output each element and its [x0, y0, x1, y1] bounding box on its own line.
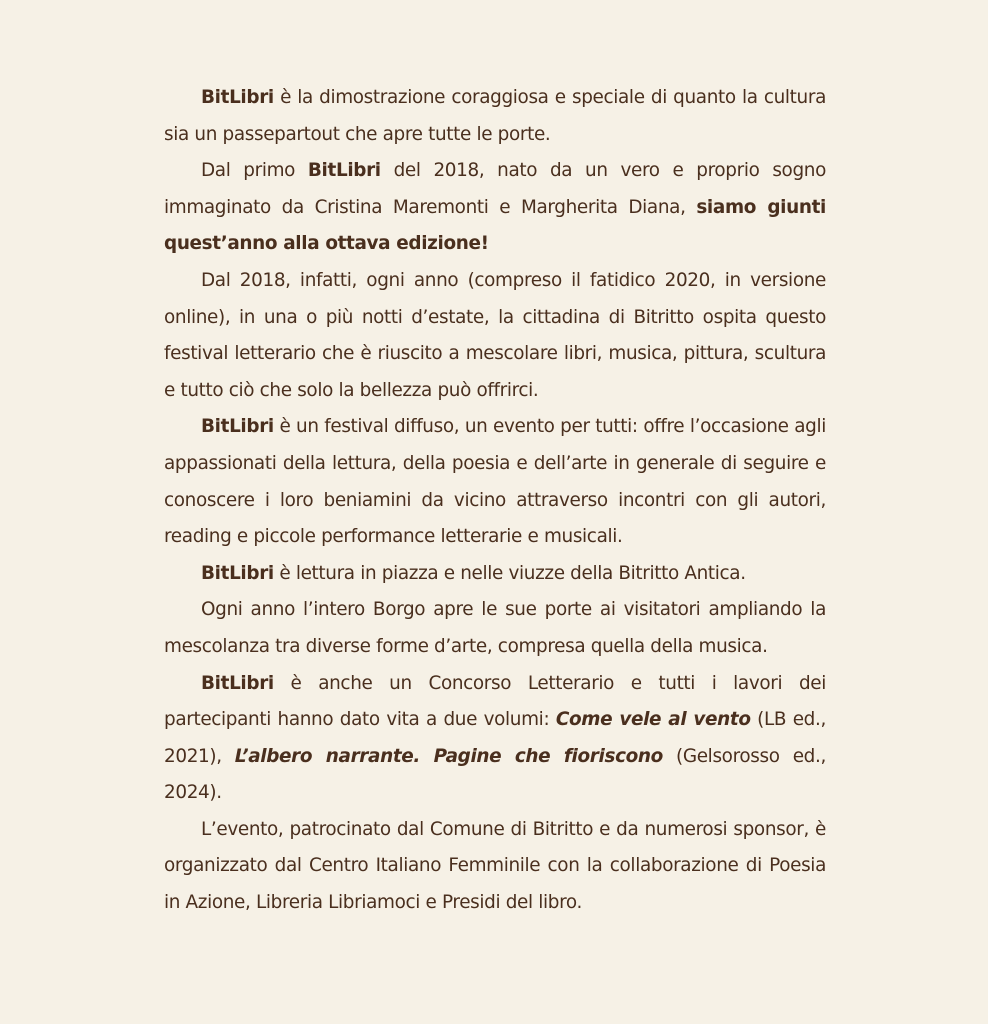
text-run: Ogni anno l’intero Borgo apre le sue porte ai visitatori ampliando la mescolanza tra diverse forme d’arte, compresa quella della musica. — [164, 599, 826, 657]
text-run: Dal 2018, infatti, ogni anno (compreso il fatidico 2020, in versione online), in una o più notti d’estate, la cittadina di Bitritto ospita questo festival letterario che è riuscito a mescolare libri, musica, pittura, scultura e tutto ciò che solo la bellezza può offrirci. — [164, 269, 826, 401]
brand-name: BitLibri — [201, 672, 274, 694]
paragraph-7 — [164, 666, 826, 812]
highlight-text: siamo giunti quest’anno alla ottava edizione! — [164, 196, 826, 255]
paragraph-8 — [164, 812, 826, 922]
text-run: (Gelsorosso ed., 2024). — [164, 745, 826, 804]
paragraph-5 — [164, 556, 826, 593]
text-run: del 2018, nato da un vero e proprio sogno immaginato da Cristina Maremonti e Margherita Diana, — [164, 160, 826, 218]
text-run: è anche un Concorso Letterario e tutti i lavori dei partecipanti hanno dato vita a due volumi: — [164, 672, 826, 731]
book-title: L’albero narrante. Pagine che fioriscono — [234, 745, 663, 767]
book-title: Come vele al vento — [555, 709, 751, 731]
brand-name: BitLibri — [201, 87, 274, 108]
brand-name: BitLibri — [201, 416, 274, 438]
text-run: è lettura in piazza e nelle viuzze della Bitritto Antica. — [273, 562, 746, 584]
paragraph-4 — [164, 409, 826, 555]
paragraph-2 — [164, 153, 826, 263]
paragraph-1 — [164, 80, 826, 153]
paragraph-3 — [164, 263, 826, 409]
text-run: è la dimostrazione coraggiosa e speciale di quanto la cultura sia un passepartout che apre tutte le porte. — [164, 87, 826, 145]
text-run: L’evento, patrocinato dal Comune di Bitritto e da numerosi sponsor, è organizzato dal Centro Italiano Femminile con la collaborazione di Poesia in Azione, Libreria Libriamoci e Presidi del libro. — [164, 818, 826, 914]
paragraph-6 — [164, 592, 826, 665]
text-run: Dal primo — [201, 160, 308, 182]
brand-name: BitLibri — [201, 562, 274, 584]
text-run: è un festival diffuso, un evento per tutti: offre l’occasione agli appassionati della lettura, della poesia e dell’arte in generale di seguire e conoscere i loro beniamini da vicino attraverso incontri con gli autori, reading e piccole performance letterarie e musicali. — [164, 416, 826, 548]
brand-name: BitLibri — [307, 160, 381, 182]
text-run: (LB ed., 2021), — [164, 709, 826, 767]
body-text — [164, 80, 826, 922]
